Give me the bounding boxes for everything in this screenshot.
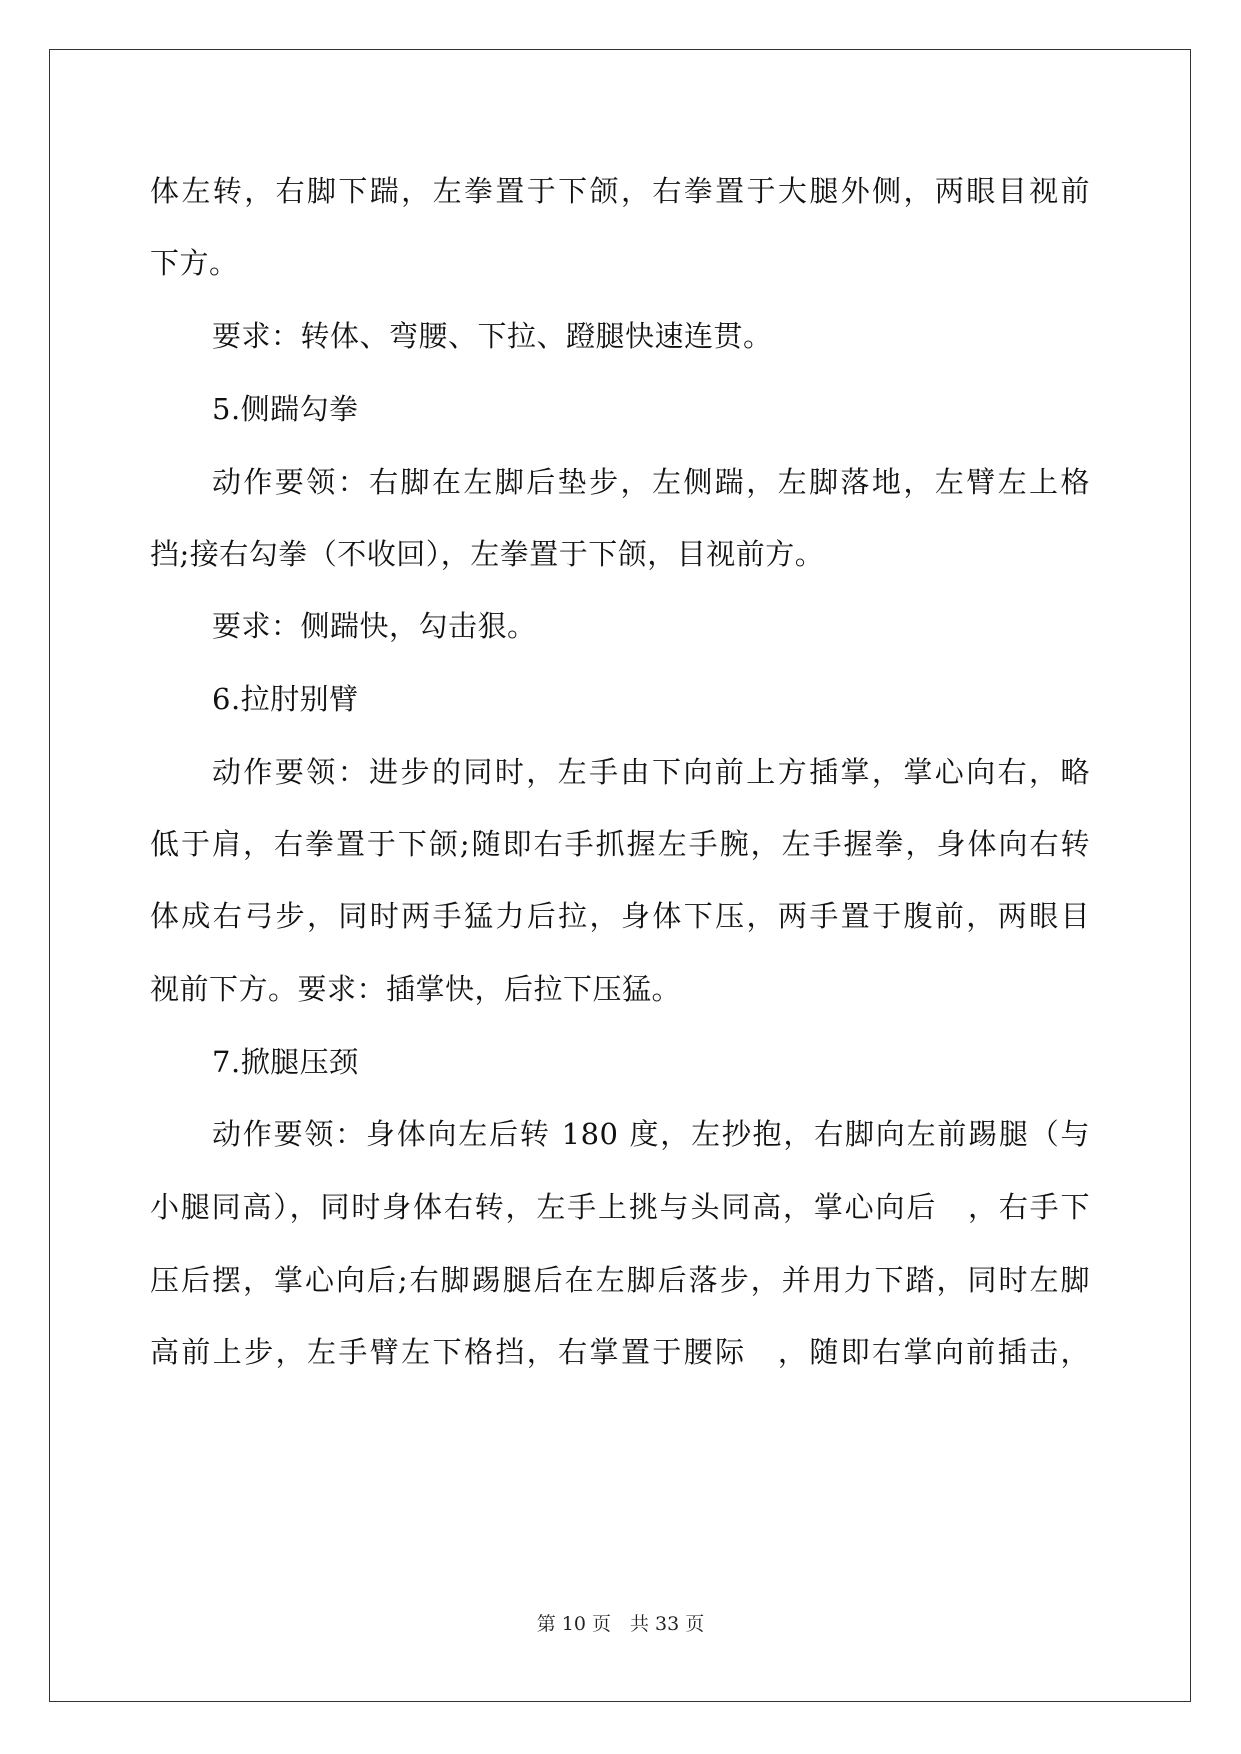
requirement-line: 要求：转体、弯腰、下拉、蹬腿快速连贯。 bbox=[212, 319, 773, 353]
text-line-17: 高前上步，左手臂左下格挡，右掌置于腰际 ，随即右掌向前插击， bbox=[150, 1335, 1090, 1369]
text-line-10: 低于肩，右拳置于下颌;随即右手抓握左手腕，左手握拳，身体向右转 bbox=[150, 827, 1090, 861]
page-border bbox=[49, 49, 1191, 1702]
page-footer: 第 10 页 共 33 页 bbox=[536, 1613, 705, 1635]
requirement-line: 要求：侧踹快，勾击狠。 bbox=[212, 609, 537, 643]
text-line-15: 小腿同高），同时身体右转，左手上挑与头同高，掌心向后 ，右手下 bbox=[150, 1190, 1090, 1224]
text-line-9: 动作要领：进步的同时，左手由下向前上方插掌，掌心向右，略 bbox=[212, 755, 1090, 789]
section-heading-5: 5.侧踹勾拳 bbox=[212, 392, 359, 426]
section-heading-6: 6.拉肘别臂 bbox=[212, 682, 359, 716]
text-line-14: 动作要领：身体向左后转 180 度，左抄抱，右脚向左前踢腿（与 bbox=[212, 1117, 1090, 1151]
text-line-5: 动作要领：右脚在左脚后垫步，左侧踹，左脚落地，左臂左上格 bbox=[212, 465, 1090, 499]
text-line-11: 体成右弓步，同时两手猛力后拉，身体下压，两手置于腹前，两眼目 bbox=[150, 899, 1090, 933]
text-line-6: 挡;接右勾拳（不收回），左拳置于下颌，目视前方。 bbox=[150, 537, 825, 571]
text-line-1: 体左转，右脚下踹，左拳置于下颌，右拳置于大腿外侧，两眼目视前 bbox=[150, 174, 1090, 208]
text-line-12: 视前下方。要求：插掌快，后拉下压猛。 bbox=[150, 972, 682, 1006]
section-heading-7: 7.掀腿压颈 bbox=[212, 1045, 359, 1079]
text-line-16: 压后摆，掌心向后;右脚踢腿后在左脚后落步，并用力下踏，同时左脚 bbox=[150, 1263, 1090, 1297]
text-line-2: 下方。 bbox=[150, 246, 239, 280]
